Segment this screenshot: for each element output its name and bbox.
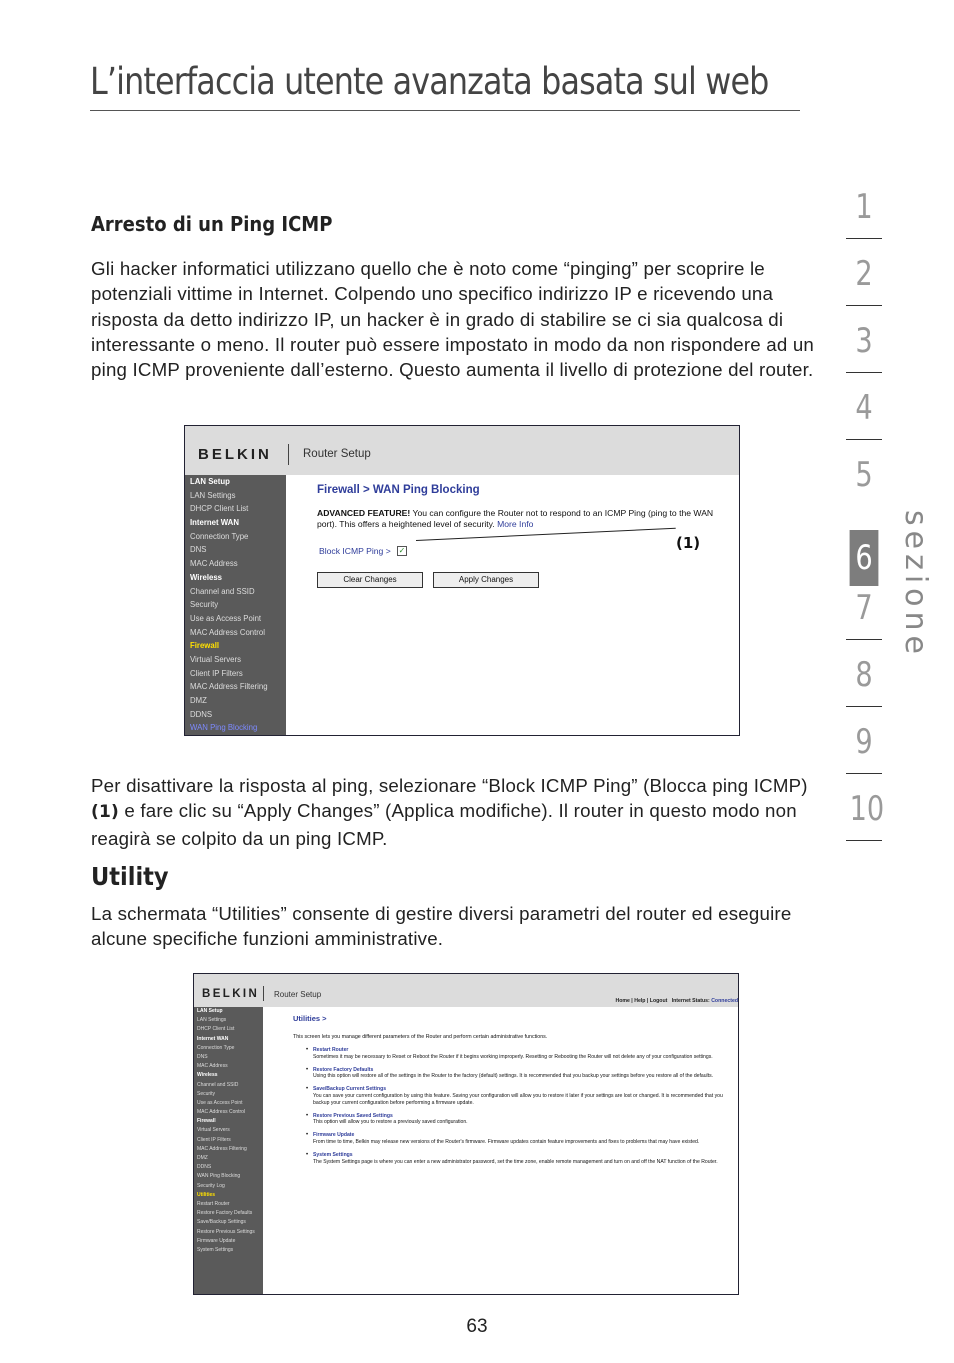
sidebar-item[interactable]: Client IP Filters bbox=[197, 1136, 231, 1143]
sidebar-item[interactable]: LAN Setup bbox=[190, 477, 230, 486]
more-info-link[interactable]: More Info bbox=[497, 519, 534, 529]
sidebar-item[interactable]: Firmware Update bbox=[197, 1237, 236, 1244]
sidebar-item[interactable]: Restart Router bbox=[197, 1200, 230, 1207]
bullet: • bbox=[306, 1047, 309, 1053]
utility-item-text: Using this option will restore all of the settings in the Router to the factory (default) settings. It is recommended that you backup your settings before you restore all of the defaults. bbox=[313, 1073, 714, 1080]
utilities-list bbox=[293, 1047, 733, 1165]
sidebar-item[interactable]: Internet WAN bbox=[190, 518, 239, 528]
section-divider bbox=[846, 773, 882, 774]
sidebar-item[interactable]: Channel and SSID bbox=[190, 586, 255, 596]
sidebar-item[interactable]: Wireless bbox=[197, 1072, 218, 1079]
utility-item bbox=[293, 1047, 733, 1061]
sidebar-item[interactable]: Connection Type bbox=[190, 531, 249, 541]
section-divider bbox=[846, 439, 882, 440]
utility-paragraph: La schermata “Utilities” consente di gestire diversi parametri del router ed eseguire alcune specifiche funzioni amministrative. bbox=[91, 903, 792, 950]
sidebar-item[interactable]: DDNS bbox=[197, 1164, 212, 1171]
bullet: • bbox=[306, 1151, 309, 1158]
belkin-logo: BELKIN bbox=[198, 446, 272, 463]
sidebar-item[interactable]: Connection Type bbox=[197, 1044, 235, 1051]
router-setup-label: Router Setup bbox=[274, 990, 322, 999]
bullet: • bbox=[306, 1066, 309, 1073]
utility-item-text: From time to time, Belkin may release new versions of the Router's firmware. Firmware updates contain feature improvements and fixes to problems that may have existed. bbox=[313, 1138, 700, 1145]
sidebar-item[interactable]: LAN Settings bbox=[190, 490, 236, 500]
header-separator bbox=[288, 444, 289, 465]
section-number-2: 2 bbox=[855, 253, 873, 294]
utility-item-text: Sometimes it may be necessary to Reset or Reboot the Router if it begins working improperly. Resetting or Rebooting the Router will not delete any of your configuration settings. bbox=[313, 1053, 713, 1060]
sidebar-item[interactable]: WAN Ping Blocking bbox=[197, 1173, 241, 1180]
router-topbar bbox=[194, 974, 738, 1007]
sidebar-item[interactable]: Security Log bbox=[197, 1182, 225, 1189]
page-title: Firewall > WAN Ping Blocking bbox=[317, 484, 480, 496]
section-number-3: 3 bbox=[855, 320, 873, 361]
bullet: • bbox=[306, 1132, 309, 1139]
sidebar-item[interactable]: Use as Access Point bbox=[190, 613, 262, 623]
utility-item bbox=[293, 1067, 733, 1081]
sidebar-item[interactable]: Firewall bbox=[197, 1118, 216, 1125]
sidebar-item[interactable]: Security bbox=[190, 600, 219, 610]
sidebar-item[interactable]: DHCP Client List bbox=[197, 1026, 235, 1033]
router-content bbox=[317, 484, 732, 584]
router-setup-label: Router Setup bbox=[303, 448, 371, 460]
sidebar-item[interactable]: Use as Access Point bbox=[197, 1099, 243, 1106]
section-number-6: 6 bbox=[850, 530, 879, 586]
sidebar-item[interactable]: DHCP Client List bbox=[190, 504, 249, 514]
sidebar-item[interactable]: Wireless bbox=[190, 572, 223, 582]
sidebar-item[interactable]: LAN Setup bbox=[197, 1008, 223, 1014]
section-divider bbox=[846, 639, 882, 640]
sidebar-item[interactable]: LAN Settings bbox=[197, 1017, 227, 1024]
utility-item bbox=[293, 1152, 733, 1166]
advanced-feature-text bbox=[317, 508, 732, 530]
sidebar-item[interactable]: DMZ bbox=[190, 696, 207, 705]
sidebar-item[interactable]: Virtual Servers bbox=[197, 1127, 230, 1134]
bullet: • bbox=[306, 1086, 309, 1093]
utility-item-text: This option will allow you to restore a previously saved configuration. bbox=[313, 1119, 468, 1126]
sidebar-item[interactable]: MAC Address Control bbox=[197, 1109, 246, 1116]
utility-item bbox=[293, 1113, 733, 1127]
sidebar-item[interactable]: DMZ bbox=[197, 1155, 208, 1161]
sidebar-item[interactable]: MAC Address Filtering bbox=[190, 682, 268, 692]
section-divider bbox=[846, 372, 882, 373]
utility-item-title[interactable]: System Settings bbox=[313, 1151, 353, 1158]
utility-item-title[interactable]: Firmware Update bbox=[313, 1132, 355, 1139]
section-divider bbox=[846, 305, 882, 306]
sidebar-item[interactable]: DNS bbox=[190, 545, 207, 555]
utility-item-text: The System Settings page is where you can enter a new administrator password, set the time zone, enable remote management and turn on and off the NAT function of the Router. bbox=[313, 1158, 718, 1165]
utility-item-title[interactable]: Restart Router bbox=[313, 1047, 349, 1053]
sidebar-item[interactable]: Virtual Servers bbox=[190, 654, 241, 664]
sidebar-item[interactable]: Channel and SSID bbox=[197, 1081, 239, 1088]
sidebar-item[interactable]: Client IP Filters bbox=[190, 668, 243, 678]
sidebar-item[interactable]: Firewall bbox=[190, 641, 220, 651]
sidebar-item[interactable]: Internet WAN bbox=[197, 1035, 229, 1042]
router-sidebar bbox=[185, 475, 286, 735]
router-sidebar bbox=[194, 1007, 263, 1294]
utility-heading: Utility bbox=[91, 862, 169, 891]
section-divider bbox=[846, 840, 882, 841]
ping-intro-paragraph: Gli hacker informatici utilizzano quello che è noto come “pinging” per scoprire le potenziali vittime in Internet. Colpendo uno specifico indirizzo IP e ricevendo una risposta da detto indirizzo IP, un hacker è in grado di stabilire se ci sia qualcosa di interessante o meno. Il router può essere impostato in modo da non rispondere ad un ping ICMP proveniente dall’esterno. Questo aumenta il livello di protezione del router. bbox=[91, 258, 815, 381]
section-divider bbox=[846, 706, 882, 707]
sidebar-item[interactable]: MAC Address bbox=[197, 1063, 228, 1070]
callout-reference: (1) bbox=[91, 802, 119, 823]
wan-ping-blocking-screenshot bbox=[184, 425, 740, 736]
page-number: 63 bbox=[466, 1316, 488, 1337]
advanced-description: You can configure the Router not to respond to an ICMP Ping (ping to the WAN port). This offers a heightened level of security. bbox=[317, 508, 714, 529]
page-title: Utilities > bbox=[293, 1014, 327, 1023]
router-content bbox=[293, 1014, 733, 1165]
utilities-screenshot bbox=[193, 973, 739, 1295]
utilities-intro: This screen lets you manage different parameters of the Router and perform certain administrative functions. bbox=[293, 1034, 548, 1040]
utility-item-title[interactable]: Save/Backup Current Settings bbox=[313, 1086, 387, 1093]
ping-heading: Arresto di un Ping ICMP bbox=[91, 212, 333, 236]
utility-item-title[interactable]: Restore Previous Saved Settings bbox=[313, 1112, 393, 1119]
sidebar-item[interactable]: DNS bbox=[197, 1053, 208, 1060]
clear-changes-button[interactable]: Clear Changes bbox=[317, 572, 423, 588]
sidebar-item[interactable]: MAC Address bbox=[190, 559, 238, 569]
utility-item bbox=[293, 1132, 733, 1146]
sidebar-item[interactable]: Security bbox=[197, 1090, 216, 1097]
block-icmp-checkbox[interactable]: ✓ bbox=[398, 546, 406, 555]
sidebar-item[interactable]: Utilities bbox=[197, 1191, 216, 1198]
sidebar-item[interactable]: MAC Address Control bbox=[190, 627, 265, 637]
section-divider bbox=[846, 238, 882, 239]
top-nav[interactable]: Home | Help | Logout Internet Status: Connected bbox=[615, 998, 738, 1004]
section-number-8: 8 bbox=[855, 655, 873, 696]
header-divider bbox=[90, 110, 800, 111]
utility-item-title[interactable]: Restore Factory Defaults bbox=[313, 1066, 374, 1073]
belkin-logo: BELKIN bbox=[202, 988, 260, 1000]
router-topbar bbox=[185, 426, 739, 475]
sidebar-item[interactable]: DDNS bbox=[190, 709, 213, 719]
header-separator bbox=[263, 986, 264, 1001]
block-icmp-label: Block ICMP Ping > bbox=[319, 546, 391, 556]
sidebar-item[interactable]: WAN Ping Blocking bbox=[190, 723, 258, 733]
section-number-1: 1 bbox=[855, 187, 873, 227]
internet-status: Connected bbox=[711, 998, 738, 1004]
sidebar-item[interactable]: Save/Backup Settings bbox=[197, 1219, 246, 1226]
callout-marker: (1) bbox=[676, 534, 701, 552]
section-number-9: 9 bbox=[855, 722, 873, 763]
chapter-title: L’interfaccia utente avanzata basata sul web bbox=[90, 60, 769, 103]
section-label: sezione bbox=[898, 510, 933, 659]
section-number-10: 10 bbox=[849, 789, 885, 830]
apply-changes-button[interactable]: Apply Changes bbox=[433, 572, 539, 588]
bullet: • bbox=[306, 1112, 309, 1119]
utility-item-text: You can save your current configuration by using this feature. Saving your configuration will allow you to restore it later if your settings are lost or changed. It is recommended that you backup your current configuration before performing a firmware update. bbox=[313, 1092, 723, 1106]
ping-instruction-paragraph: Per disattivare la risposta al ping, selezionare “Block ICMP Ping” (Blocca ping ICMP) (1) e fare clic su “Apply Changes” (Applica modifiche). Il router in questo modo non reagirà se colpito da un ping ICMP. bbox=[91, 775, 808, 849]
section-number-4: 4 bbox=[855, 387, 873, 428]
advanced-label: ADVANCED FEATURE! bbox=[317, 508, 411, 518]
section-number-7: 7 bbox=[855, 588, 873, 629]
sidebar-item[interactable]: System Settings bbox=[197, 1246, 234, 1253]
sidebar-item[interactable]: MAC Address Filtering bbox=[197, 1145, 247, 1152]
sidebar-item[interactable]: Restore Factory Defaults bbox=[197, 1210, 253, 1217]
section-number-5: 5 bbox=[855, 454, 873, 495]
utility-item bbox=[293, 1086, 733, 1106]
sidebar-item[interactable]: Restore Previous Settings bbox=[197, 1228, 255, 1235]
